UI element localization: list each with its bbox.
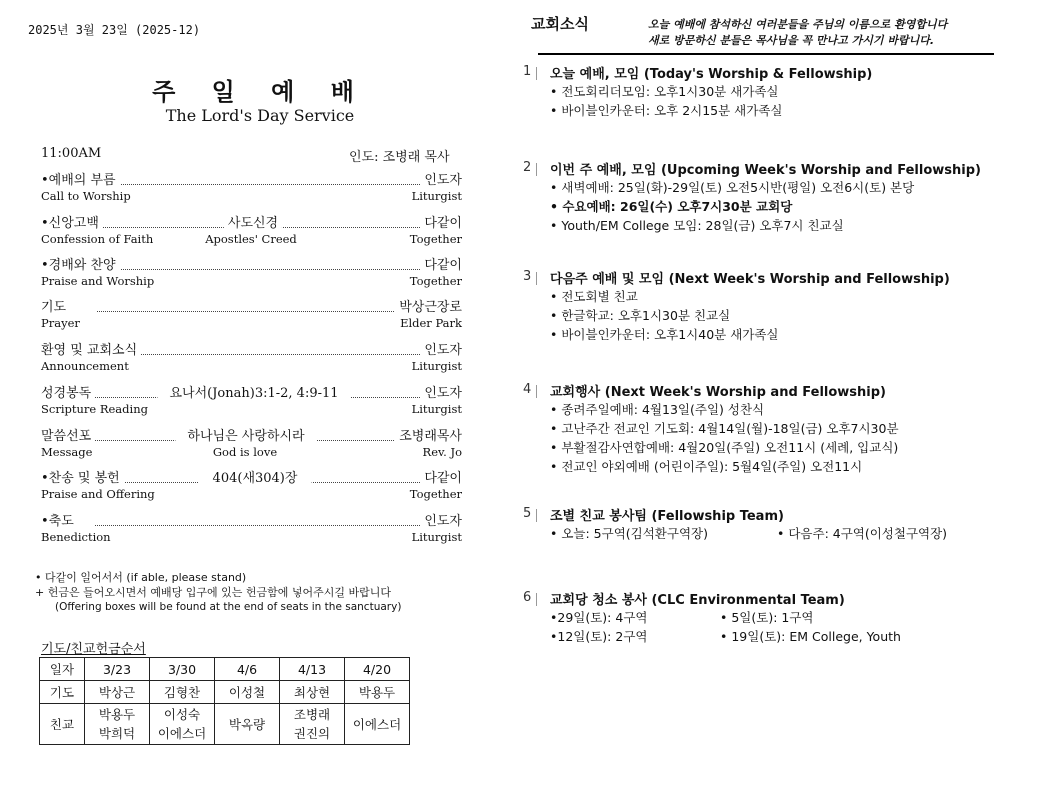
- section-title: 조별 친교 봉사팀 (Fellowship Team): [550, 509, 784, 524]
- order-who-en: Liturgist: [411, 359, 462, 373]
- order-en: Praise and Worship: [41, 274, 155, 288]
- cell-line: 박용두: [98, 707, 136, 722]
- list-item: • 오늘: 5구역(김석환구역장): [550, 526, 708, 541]
- order-who: 인도자: [420, 386, 462, 402]
- order-ko: 성경봉독: [41, 386, 95, 402]
- order-who: 인도자: [420, 514, 462, 530]
- section-number: 6: [523, 590, 532, 605]
- cell-line: 박옥량: [228, 716, 266, 732]
- section-number: 3: [523, 269, 532, 284]
- list-item: • 수요예배: 26일(수) 오후7시30분 교회당: [550, 197, 914, 216]
- note-offering-en: (Offering boxes will be found at the end of seats in the sanctuary): [55, 601, 402, 613]
- list-item: • 고난주간 전교인 기도회: 4월14일(월)-18일(금) 오후7시30분: [550, 419, 899, 438]
- order-who-en: Together: [409, 274, 462, 288]
- order-ko: 말씀선포: [41, 429, 95, 445]
- order-ko: •경배와 찬양: [41, 258, 120, 274]
- cell-line: 박희덕: [98, 726, 136, 741]
- list-item: • 19일(토): EM College, Youth: [720, 629, 901, 644]
- section-number: 4: [523, 382, 532, 397]
- list-item: • 전교인 야외예배 (어린이주일): 5월4일(주일) 오전11시: [550, 457, 899, 476]
- table-cell: [280, 704, 345, 745]
- table-cell: 4/20: [345, 658, 410, 681]
- prayer-schedule-title: 기도/친교헌금순서: [41, 642, 146, 657]
- table-cell: [85, 704, 150, 745]
- cell-line: 조병래: [293, 707, 331, 722]
- order-ko: •예배의 부름: [41, 173, 120, 189]
- order-ko: 환영 및 교회소식: [41, 343, 141, 359]
- order-mid: 하나님은 사랑하시라: [175, 429, 316, 445]
- list-item: • Youth/EM College 모임: 28일(금) 오후7시 친교실: [550, 216, 914, 235]
- table-cell: 일자: [40, 658, 85, 681]
- table-cell: 3/23: [85, 658, 150, 681]
- leader-dots: [41, 514, 462, 526]
- order-en: Praise and Offering: [41, 487, 155, 501]
- table-row: [40, 658, 410, 681]
- note-stand: • 다같이 일어서서 (if able, please stand): [35, 571, 247, 584]
- order-who-en: Together: [409, 232, 462, 246]
- section-list: [550, 82, 782, 120]
- order-mid-en: God is love: [212, 445, 278, 459]
- welcome-line-2: 새로 방문하신 분들은 목사님을 꼭 만나고 가시기 바랍니다.: [648, 34, 935, 47]
- list-item: •12일(토): 2구역: [550, 629, 648, 644]
- order-item-call-to-worship: [41, 173, 462, 207]
- prayer-schedule-table: [39, 657, 410, 745]
- order-who-en: Elder Park: [400, 316, 462, 330]
- cell-line: 권진의: [293, 726, 331, 741]
- list-item: • 바이블인카운터: 오후 2시15분 새가족실: [550, 101, 782, 120]
- divider: [538, 53, 994, 55]
- table-cell: 최상현: [280, 681, 345, 704]
- table-cell: 4/6: [215, 658, 280, 681]
- order-en: Announcement: [41, 359, 129, 373]
- section-number: 2: [523, 160, 532, 175]
- section-title: 교회행사 (Next Week's Worship and Fellowship): [550, 385, 886, 400]
- table-cell: 김형찬: [150, 681, 215, 704]
- note-offering: + 헌금은 들어오시면서 예배당 입구에 있는 헌금함에 넣어주시길 바랍니다: [35, 586, 391, 599]
- list-item: • 한글학교: 오후1시30분 친교실: [550, 306, 779, 325]
- table-cell: [345, 704, 410, 745]
- section-number: 1: [523, 64, 532, 79]
- order-mid: 요나서(Jonah)3:1-2, 4:9-11: [157, 386, 350, 402]
- order-mid-en: Apostles' Creed: [205, 232, 297, 246]
- list-item: • 새벽예배: 25일(화)-29일(토) 오전5시반(평일) 오전6시(토) 본당: [550, 178, 914, 197]
- service-time: 11:00AM: [41, 146, 102, 161]
- order-who-en: Liturgist: [411, 402, 462, 416]
- order-who: 다같이: [420, 471, 462, 487]
- order-who: 조병래목사: [395, 429, 462, 445]
- order-ko: •신앙고백: [41, 216, 103, 232]
- service-leader: 인도: 조병래 목사: [349, 150, 450, 165]
- cell-line: 이성숙: [163, 707, 201, 722]
- list-item: • 전도회리더모임: 오후1시30분 새가족실: [550, 82, 782, 101]
- table-cell: 3/30: [150, 658, 215, 681]
- welcome-line-1: 오늘 예배에 참석하신 여러분들을 주님의 이름으로 환영합니다: [648, 18, 948, 31]
- order-who-en: Liturgist: [411, 530, 462, 544]
- table-cell: 박상근: [85, 681, 150, 704]
- table-cell: 이성철: [215, 681, 280, 704]
- cell-line: 이에스더: [157, 726, 207, 741]
- order-who: 인도자: [420, 173, 462, 189]
- order-who-en: Rev. Jo: [422, 445, 462, 459]
- order-mid: 사도신경: [224, 216, 282, 232]
- order-who: 다같이: [420, 258, 462, 274]
- order-en: Call to Worship: [41, 189, 131, 203]
- table-cell: [215, 704, 280, 745]
- section-title: 이번 주 예배, 모임 (Upcoming Week's Worship and Fellowship): [550, 163, 981, 178]
- order-ko: •축도: [41, 514, 94, 530]
- order-who-en: Together: [409, 487, 462, 501]
- order-who-en: Liturgist: [411, 189, 462, 203]
- list-item: •29일(토): 4구역: [550, 610, 648, 625]
- service-title-korean: 주 일 예 배: [152, 78, 368, 106]
- table-row: [40, 681, 410, 704]
- section-title: 다음주 예배 및 모임 (Next Week's Worship and Fellowship): [550, 272, 950, 287]
- order-en: Message: [41, 445, 93, 459]
- order-en: Prayer: [41, 316, 80, 330]
- order-mid: 404(새304)장: [199, 471, 312, 487]
- section-title: 오늘 예배, 모임 (Today's Worship & Fellowship): [550, 67, 873, 82]
- order-ko: •찬송 및 봉헌: [41, 471, 124, 487]
- order-who: 인도자: [420, 343, 462, 359]
- table-cell: 기도: [40, 681, 85, 704]
- bulletin-date: 2025년 3월 23일 (2025-12): [28, 23, 201, 37]
- table-row: [40, 704, 410, 745]
- table-cell: 4/13: [280, 658, 345, 681]
- order-item-message: [41, 429, 462, 463]
- section-list: [550, 287, 779, 344]
- welcome-message: [648, 17, 947, 49]
- section-title: 교회당 청소 봉사 (CLC Environmental Team): [550, 593, 845, 608]
- order-item-benediction: [41, 514, 462, 548]
- list-item: • 전도회별 친교: [550, 287, 779, 306]
- cell-line: 이에스더: [352, 716, 402, 732]
- list-item: • 부활절감사연합예배: 4월20일(주일) 오전11시 (세례, 입교식): [550, 438, 899, 457]
- order-en: Benediction: [41, 530, 111, 544]
- table-cell: 친교: [40, 704, 85, 745]
- section-number: 5: [523, 506, 532, 521]
- order-item-offering: [41, 471, 462, 505]
- order-item-praise-worship: [41, 258, 462, 292]
- order-en: Confession of Faith: [41, 232, 154, 246]
- order-item-announcement: [41, 343, 462, 377]
- list-item: • 다음주: 4구역(이성철구역장): [777, 526, 948, 541]
- order-who: 박상근장로: [395, 300, 462, 316]
- order-ko: 기도: [41, 300, 96, 316]
- list-item: • 바이블인카운터: 오후1시40분 새가족실: [550, 325, 779, 344]
- table-cell: 박용두: [345, 681, 410, 704]
- table-cell: [150, 704, 215, 745]
- service-notes: [35, 570, 401, 615]
- service-title-english: The Lord's Day Service: [165, 106, 355, 125]
- order-item-confession: [41, 216, 462, 250]
- order-en: Scripture Reading: [41, 402, 148, 416]
- news-title: 교회소식: [531, 15, 589, 33]
- order-who: 다같이: [420, 216, 462, 232]
- order-item-scripture: [41, 386, 462, 420]
- section-list: [550, 178, 914, 235]
- list-item: • 5일(토): 1구역: [720, 610, 814, 625]
- list-item: • 종려주일예배: 4월13일(주일) 성찬식: [550, 400, 899, 419]
- section-list: [550, 400, 899, 476]
- order-item-prayer: [41, 300, 462, 334]
